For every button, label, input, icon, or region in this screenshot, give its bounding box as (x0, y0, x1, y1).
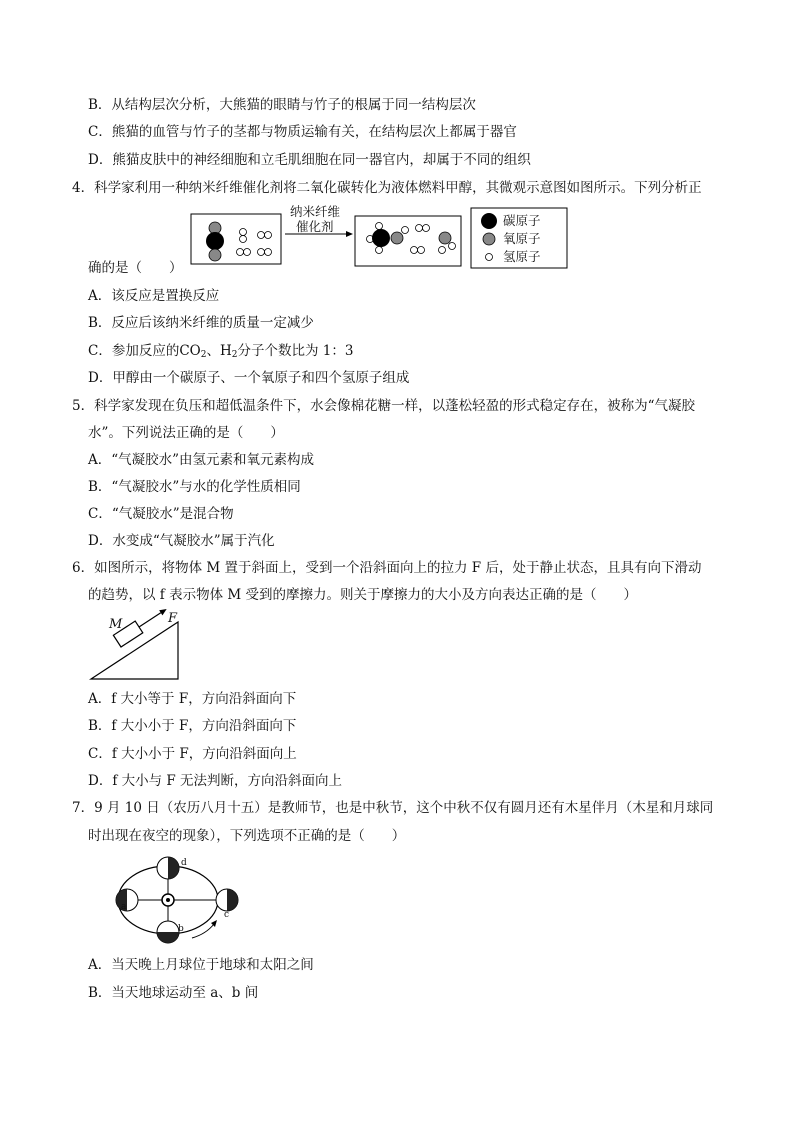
carbon-atom (372, 229, 390, 247)
legend-hydrogen-label: 氢原子 (503, 249, 541, 264)
oxygen-atom (391, 232, 403, 244)
q6-stem-line2: 的趋势，以 f 表示物体 M 受到的摩擦力。则关于摩擦力的大小及方向表达正确的是（ ） (88, 587, 637, 603)
q6-incline-diagram (88, 608, 198, 684)
q6-option-b: B．f 大小小于 F，方向沿斜面向下 (88, 718, 297, 734)
motion-arrow (192, 924, 214, 938)
q4-stem-line2: 确的是（ ） (88, 260, 183, 276)
q5-option-a: A．“气凝胶水”由氢元素和氧元素构成 (88, 452, 315, 468)
q4-option-c: C．参加反应的$CO_2$、$H_2$分子个数比为 1：3 (88, 343, 354, 360)
q6-option-c: C．f 大小小于 F，方向沿斜面向上 (88, 746, 297, 762)
q4-option-b: B．反应后该纳米纤维的质量一定减少 (88, 315, 314, 331)
catalyst-label-line1: 纳米纤维 (290, 204, 341, 219)
carbon-atom (206, 232, 224, 250)
q4-option-d: D．甲醇由一个碳原子、一个氧原子和四个氢原子组成 (88, 370, 410, 386)
orbit-label-d: d (181, 858, 187, 868)
q4-option-a: A．该反应是置换反应 (88, 288, 220, 304)
oxygen-atom (439, 232, 451, 244)
q7-option-b: B．当天地球运动至 a、b 间 (88, 985, 259, 1001)
q7-option-a: A．当天晚上月球位于地球和太阳之间 (88, 957, 314, 973)
q3-option-b: B．从结构层次分析，大熊猫的眼睛与竹子的根属于同一结构层次 (88, 97, 476, 113)
q5-option-c: C．“气凝胶水”是混合物 (88, 506, 234, 522)
catalyst-label-line2: 催化剂 (296, 219, 334, 234)
q3-option-d: D．熊猫皮肤中的神经细胞和立毛肌细胞在同一器官内，却属于不同的组织 (88, 152, 531, 168)
force-f-arrow (139, 613, 161, 627)
q5-option-d: D．水变成“气凝胶水”属于汽化 (88, 533, 275, 549)
q7-stem-line2: 时出现在夜空的现象），下列选项不正确的是（ ） (88, 828, 406, 844)
q6-option-a: A．f 大小等于 F，方向沿斜面向下 (88, 691, 297, 707)
q7-stem-line1: 7．9 月 10 日（农历八月十五）是教师节，也是中秋节，这个中秋不仅有圆月还有木星伴月（木星和月球同 (72, 800, 714, 816)
q5-stem-line2: 水”。下列说法正确的是（ ） (88, 425, 284, 441)
orbit-label-a: a (121, 902, 127, 912)
legend-carbon-icon (481, 213, 497, 229)
legend-oxygen-icon (483, 233, 495, 245)
legend-carbon-label: 碳原子 (503, 213, 541, 228)
q5-option-b: B．“气凝胶水”与水的化学性质相同 (88, 479, 301, 495)
q6-stem-line1: 6．如图所示，将物体 M 置于斜面上，受到一个沿斜面向上的拉力 F 后，处于静止状态，且具有向下滑动 (72, 560, 702, 576)
q5-stem-line1: 5．科学家发现在负压和超低温条件下，水会像棉花糖一样，以蓬松轻盈的形式稳定存在，被称为“气凝胶 (72, 398, 695, 414)
q6-option-d: D．f 大小与 F 无法判断，方向沿斜面向上 (88, 773, 343, 789)
legend-oxygen-label: 氧原子 (503, 231, 541, 246)
legend-hydrogen-icon (486, 254, 493, 261)
q4-stem-line1: 4．科学家利用一种纳米纤维催化剂将二氧化碳转化为液体燃料甲醇，其微观示意图如图所示。下列分析正 (72, 180, 702, 196)
fig-label-m: M (109, 617, 123, 632)
orbit-label-c: c (224, 910, 230, 920)
orbit-label-b: b (178, 924, 184, 934)
reactants-box (191, 214, 281, 264)
q3-option-c: C．熊猫的血管与竹子的茎都与物质运输有关，在结构层次上都属于器官 (88, 124, 517, 140)
oxygen-atom (209, 249, 221, 261)
fig-label-f: F (168, 611, 178, 626)
